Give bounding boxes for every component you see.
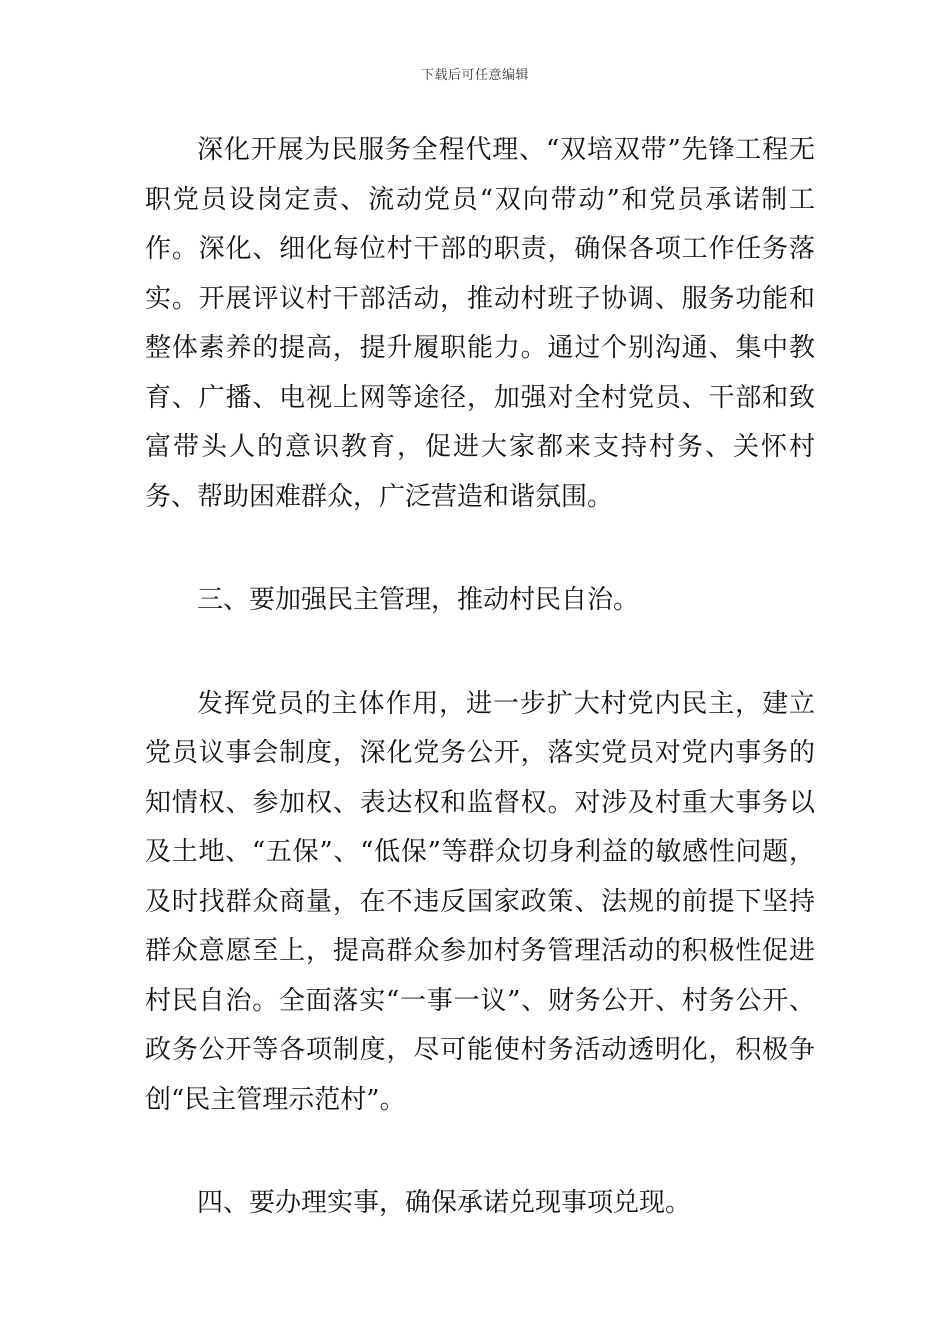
page-header: 下载后可任意编辑 — [420, 68, 529, 83]
document-body — [145, 126, 815, 1229]
paragraph-spacer — [145, 1125, 815, 1179]
section-heading-4: 四、要办理实事，确保承诺兑现事项兑现。 — [197, 1188, 692, 1218]
paragraph-party-service: 深化开展为民服务全程代理、“双培双带”先锋工程无职党员设岗定责、流动党员“双向带动”和党员承诺制工作。深化、细化每位村干部的职责，确保各项工作任务落实。开展评议村干部活动，推动村班子协调、服务功能和整体素养的提高，提升履职能力。通过个别沟通、集中教育、广播、电视上网等途径，加强对全村党员、干部和致富带头人的意识教育，促进大家都来支持村务、关怀村务、帮助困难群众，广泛营造和谐氛围。 — [145, 135, 815, 512]
section-heading-3: 三、要加强民主管理，推动村民自治。 — [197, 585, 640, 615]
paragraph-spacer — [145, 522, 815, 576]
paragraph-spacer — [145, 626, 815, 680]
paragraph-democratic-management: 发挥党员的主体作用，进一步扩大村党内民主，建立党员议事会制度，深化党务公开，落实党员对党内事务的知情权、参加权、表达权和监督权。对涉及村重大事务以及土地、“五保”、“低保”等群众切身利益的敏感性问题，及时找群众商量，在不违反国家政策、法规的前提下坚持群众意愿至上，提高群众参加村务管理活动的积极性促进村民自治。全面落实“一事一议”、财务公开、村务公开、政务公开等各项制度，尽可能使村务活动透明化，积极争创“民主管理示范村”。 — [145, 688, 815, 1115]
